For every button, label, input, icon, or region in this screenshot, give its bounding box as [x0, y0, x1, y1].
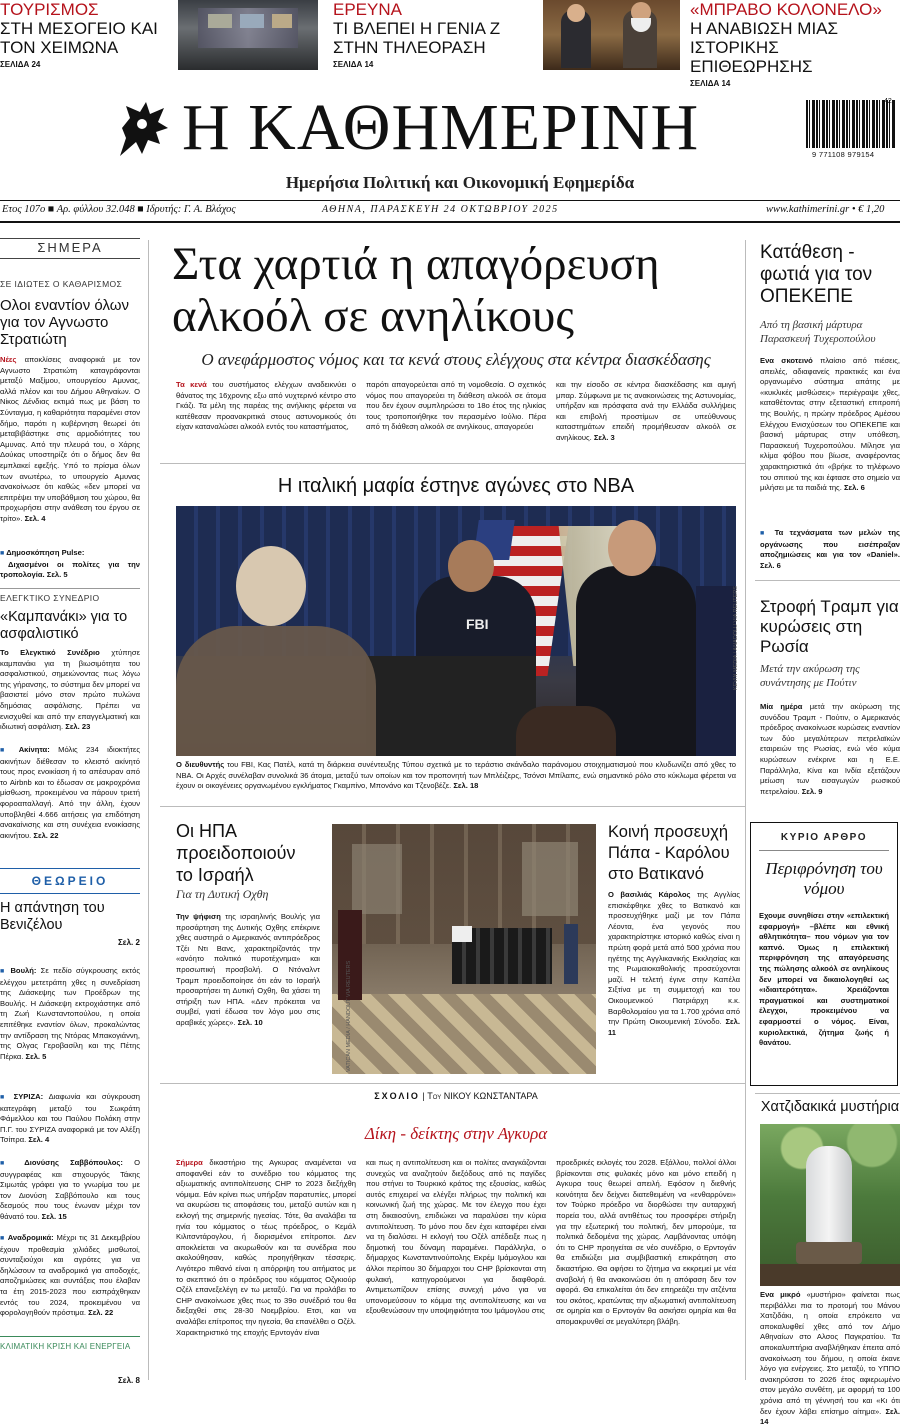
comment-rule	[160, 1083, 745, 1084]
comment-label-text: ΣΧΟΛΙΟ	[374, 1091, 420, 1101]
opekepe-page: Σελ. 6	[843, 483, 865, 493]
teaser-kicker: ΤΟΥΡΙΣΜΟΣ	[0, 0, 99, 19]
barcode-number: 9 771108 979154	[812, 150, 875, 159]
nba-photo	[176, 506, 736, 756]
today-label: ΣΗΜΕΡΑ	[37, 240, 103, 255]
prayer-headline[interactable]: Κοινή προσευχή Πάπα - Καρόλου στο Βατικανό	[608, 823, 730, 883]
nba-caption-page: Σελ. 18	[453, 781, 479, 791]
story-page: Σελ. 23	[65, 722, 91, 732]
divider	[755, 1093, 900, 1094]
climate-label[interactable]: ΚΛΙΜΑΤΙΚΗ ΚΡΙΣΗ ΚΑΙ ΕΝΕΡΓΕΙΑ	[0, 1342, 131, 1351]
masthead-rule-top	[0, 200, 900, 201]
russia-body	[760, 702, 900, 802]
russia-text: μετά την ακύρωση της συνόδου Τραμπ - Πούτιν, ο Αμερικανός πρόεδρος ανακοίνωσε κυρώσεις εναντίον των δύο μεγαλύτερων πετρελαϊκών εταιρειών της Ρωσίας, ενώ νέο κύμα κυρώσεων ενέκρινε και η Ε.Ε. Παράλληλα, Κίνα και Ινδία εξετάζουν μείωση των εισαγωγών ρωσικού πετρελαίου.	[760, 702, 900, 796]
masthead-meta-right: www.kathimerini.gr • € 1,20	[766, 204, 885, 215]
theorio-item	[0, 1158, 140, 1228]
story-lead: Το Ελεγκτικό Συνέδριο	[0, 648, 100, 657]
left-column-separator	[148, 240, 149, 1380]
item-text: Σε πεδίο σύγκρουσης εκτός ελέγχου μετετράπη χθες η συνεδρίαση της Διάσκεψης των Προέδρων της Βουλής. Η Διάσκεψη εκτροχιάστηκε από τη Ζωή Κωνσταντοπούλου, η οποία επιτέθηκε εναντίον όλων, προκαλώντας την αντίδραση της Ντόρας Μπακογιάννη, της Ολγας Γεροβασίλη και της Πέτης Πέρκα.	[0, 966, 140, 1061]
teaser-page: ΣΕΛΙΔΑ 14	[690, 79, 731, 88]
teaser-research[interactable]	[333, 0, 528, 72]
lead-col-3	[556, 380, 736, 442]
theorio-title[interactable]: Η απάντηση του Βενιζέλου	[0, 900, 105, 933]
climate-rule	[0, 1336, 140, 1337]
nba-headline[interactable]: Η ιταλική μαφία έστηνε αγώνες στο NBA	[277, 475, 635, 497]
fbi-jacket-text: FBI	[466, 616, 489, 632]
teaser-kicker: ΕΡΕΥΝΑ	[333, 0, 402, 19]
editorial-box	[750, 822, 898, 1086]
story-text: Μόλις 234 ιδιοκτήτες ακινήτων διέθεσαν το κλειστό ακίνητό τους προς ενοικίαση ή το απέσυραν από το Airbnb και το έδωσαν σε μακροχρόνια μίσθωση, προκειμένου να πάρουν τριετή φοροαπαλλαγή. Από την άλλη, έχουν υποβληθεί 4.666 αιτήσεις για επιδότηση ανακαίνισης και στη συνέχεια ενοικίασης ακινήτου.	[0, 745, 140, 840]
comment-col-1	[176, 1158, 356, 1386]
comment-col-3-text: προεδρικές εκλογές του 2028. Εξάλλου, πολλοί άλλοι βρίσκονται στις φυλακές μόνο και μόνο επειδή η Αγκυρα τους θεωρεί απειλή. Εφόσον η διεθνής κοινότητα δεν δείχνει διατεθειμένη να «ενθαρρύνει» τον Τούρκο πρόεδρο να διορθώσει την αυταρχική πορεία του, αλλά αντιθέτως του προσφέρει στήριξη για την εξωτερική του πολιτική, δεν μπορούμε, τα πολιτικά δεδομένα της χώρας. Λαμβάνοντας υπόψη ότι το CHP προηγείται σε νέο συνέδριο, ο Ερντογάν θα επιδιώξει μια συμβιβαστική επικράτηση στο δικαστήριο. Θα αφήσει το ζήτημα να εκκρεμεί με νέα αναβολή ή θα ανακοινώσει ότι η απόφαση δεν τον αφορά. Θα επικαλείται ότι δεν επηρεάζει την ατζέντα του σκότος, κρατώντας την αξιωματική αντιπολίτευση σε ομηρία και ο Ερντογάν θα ασκήσει ομηρία και θα απομακρυνθεί σε μεγαλύτερη βλάβη.	[556, 1158, 736, 1326]
theorio-item	[0, 1233, 140, 1325]
teaser-theatre-photo	[543, 0, 680, 70]
theorio-rule-2	[0, 893, 140, 894]
story-text: αποκλίσεις αναφορικά με τον Αγνωστο Στρατιώτη καταγράφονται μεταξύ Μαξίμου, υπουργείου Αμυνας, αλλά πλέον και του Δήμου Αθηναίων. Ο Νίκος Δένδιας εκτιμά πως με βάση το Σύνταγμα, η καθαριότητα παραμένει στον δήμο, παρότι η κυβέρνηση θεωρεί ότι μεταβιβάστηκε στις αρμοδιότητες του Αμυνας. Από την πλευρά του, ο Χάρης Δούκας υποστηρίζε ότι ο δήμος δεν θα εμπλακεί εφεξής. Υπό το πρίσμα όλων των ανωτέρω, το υπουργείο Αμυνας ανακοίνωσε ότι καθώς «δεν μπορεί να επιτρέψει την υποβάθμιση του χώρου, θα προχωρήσει στην ανάθεση του έργου σε τρίτο».	[0, 355, 140, 523]
nba-photo-credit: KEVIN MEDIA / ANADOLU VIA REUTERS	[733, 586, 739, 690]
teaser-title: ΣΤΗ ΜΕΣΟΓΕΙΟ ΚΑΙ ΤΟΝ ΧΕΙΜΩΝΑ	[0, 19, 158, 57]
teaser-tourism-photo	[178, 0, 318, 70]
story-lead: Ακίνητα:	[18, 745, 50, 754]
item-page: Σελ. 15	[41, 1211, 67, 1221]
masthead-meta-left: Ετος 107ο ■ Αρ. φύλλου 32.048 ■ Ιδρυτής: Γ. Α. Βλάχος	[2, 204, 236, 215]
lead-headline[interactable]: Στα χαρτιά η απαγόρευση αλκοόλ σε ανηλίκους	[172, 238, 660, 342]
barcode-issue: 42	[884, 98, 892, 105]
story-body	[0, 745, 140, 860]
comment-col-2	[366, 1158, 546, 1386]
masthead-title: Η ΚΑΘΗΜΕΡΙΝΗ	[182, 91, 700, 164]
story-title[interactable]: Ολοι εναντίον όλων για τον Αγνωστο Στρατιώτη	[0, 297, 129, 348]
russia-deck: Μετά την ακύρωση της συνάντησης με Πούτιν	[760, 663, 860, 689]
russia-headline[interactable]: Στροφή Τραμπ για κυρώσεις στη Ρωσία	[760, 597, 899, 656]
theorio-rule	[0, 868, 140, 869]
nba-caption	[176, 760, 736, 794]
teaser-page: ΣΕΛΙΔΑ 24	[0, 60, 41, 69]
item-lead: Βουλή:	[10, 966, 37, 975]
item-text: Ο συγγραφέας και στιχουργός Τάκης Σιμωτάς γράφει για το γνωρίμα του με τον Διονύση Σαββόπουλο και τους δεσμούς που τους ένωναν μέχρι τον θάνατό του.	[0, 1158, 140, 1221]
item-page: Σελ. 22	[88, 1308, 114, 1318]
story-body	[0, 648, 140, 740]
section-label: ΕΛΕΓΚΤΙΚΟ ΣΥΝΕΔΡΙΟ	[0, 593, 100, 603]
today-rule	[0, 238, 140, 239]
climate-page: Σελ. 8	[118, 1376, 140, 1385]
usa-lead-word: Την ψήφιση	[176, 912, 221, 921]
prayer-text: της Αγγλίας επισκέφθηκε χθες το Βατικανό και προσευχήθηκε μαζί με τον Πάπα Λέοντα, ένα γεγονός που χαρακτηρίστηκε ιστορικό καθώς είναι η πρώτη φορά μετά από 500 χρόνια που ηγέτης της Αγγλικανικής Εκκλησίας και της Ρωμαιοκαθολικής προσεύχονται μαζί. Η τελετή έγινε στην Καπέλα Σιξτίνα με τη συμμετοχή και του Οικουμενικού Πατριάρχη κ.κ. Βαρθολομαίου για τα 1.700 χρόνια από την Πρώτη Οικουμενική Σύνοδο.	[608, 890, 740, 1027]
usa-text: της ισραηλινής Βουλής για προσάρτηση της Δυτικής Οχθης επέκρινε χθες αυστηρά ο Αμερικανός αντιπρόεδρος Τζέι Ντι Βανς, χαρακτηρίζοντάς την «ανόητο πολιτικό πυροτέχνημα» και προσωπική προσβολή. Ο Ντόναλντ Τραμπ προειδοποίησε ότι εάν το Ισραήλ προσαρτήσει τη Δυτική Οχθη, θα χάσει τη στήριξη των ΗΠΑ. «Δεν πρόκειται να συμβεί, γιατί έδωσα τον λόγο μου στις αραβικές χώρες».	[176, 912, 320, 1027]
opekepe-deck: Από τη βασική μάρτυρα Παρασκευή Τυχεροπούλου	[760, 319, 876, 345]
nba-caption-lead: Ο διευθυντής	[176, 760, 225, 769]
vatican-photo-credit: VATICAN MEDIA / HANDOUT VIA REUTERS	[346, 960, 352, 1072]
masthead-subtitle: Ημερήσια Πολιτική και Οικονομική Εφημερίδα	[285, 173, 635, 192]
section-label: ΣΕ ΙΔΙΩΤΕΣ Ο ΚΑΘΑΡΙΣΜΟΣ	[0, 279, 123, 289]
comment-col-1-text: δικαστήριο της Αγκυρας αναμένεται να αποφανθεί εάν το συνέδριο του κόμματος της αξιωματικής αντιπολίτευσης CHP το 2023 διεξήχθη νόμιμα. Εάν κρίνει πως υπήρξαν παρατυπίες, μπορεί να ακυρώσει τις αποφάσεις του, μεταξύ αυτών και η εκλογή της σημερινής ηγεσίας. Τότε, θα αναλάβει τα ηνία του κόμματος ο τέως πρόεδρος, ο Κεμάλ Κιλιτσντάρογλου, ή διορισμένοι επίτροποι. Δεν αποκλείεται να ακυρωθούν και τα συνέδρια που ακολούθησαν, καθώς προηγήθηκαν τέσσερις. Λιγότερο πιθανό είναι η απόρριψη του αιτήματος με το σκεπτικό ότι ο πρόεδρος του κόμματος Οζγκιούρ Οζέλ επανεξελέγη εν τω μεταξύ. Για να προλάβει το CHP ανακοίνωσε χθες πως το 39ο συνέδριό του θα διεξαχθεί στις 28-30 Νοεμβρίου. Ετσι, και να αναλάβει επίτροπος την ηγεσία, θα επανέλθει ο Οζέλ. Χαρακτηριστικό της εποχής Ερντογάν είναι	[176, 1158, 356, 1337]
mystery-text: «μυστήριο» φαίνεται πως περιβάλλει πια το προτομή του Μάνου Χατζιδάκι, η οποία επρόκειτο να αποκαλυφθεί χθες από τον Δήμο Αθηναίων στο Αλσος Παγκρατίου. Τα αποκαλυπτήρια αναβλήθηκαν έπειτα από ανακοίνωση του δήμου, η οποία έκανε λόγο για ενέργειες. Στο μεταξύ, το ΥΠΠΟ ανακηρύσσει το 2026 έτος αφιερωμένο στον μεγάλο συνθέτη, με αφορμή τα 100 χρόνια από τη γέννησή του και «Κι ότι δεν έχουν λάβει επίσημο αίτημα».	[760, 1290, 900, 1416]
lead-deck: Ο ανεφάρμοστος νόμος και τα κενά στους ελέγχους στα κέντρα διασκέδασης	[201, 350, 711, 369]
nba-caption-text: του FBI, Κας Πατέλ, κατά τη διάρκεια συνέντευξης Τύπου σχετικά με το τεράστιο σκάνδαλο παράνομου στοιχηματισμού που κλυδωνίζει από χθες το NBA. Οι Αρχές συνέλαβαν συνολικά 36 άτομα, μεταξύ των οποίων και τον προπονητή των Μπλέιζερς, Τσόνσι Μπίλαπς, ενώ σημαντικό ρόλο στο κύκλωμα φέρεται να έχουν οι οικογένειες οργανωμένου εγκλήματος Γκαμπίνο, Μπονάνο και Τζενοβέζε.	[176, 760, 736, 791]
item-page: Σελ. 5	[25, 1051, 47, 1061]
story-page: Σελ. 22	[33, 830, 59, 840]
editorial-label: ΚΥΡΙΟ ΑΡΘΡΟ	[780, 832, 868, 843]
opekepe-body	[760, 356, 900, 528]
item-text: Διαφωνία και σύγκρουση κατεγράφη μεταξύ του Σωκράτη Φάμελλου και του Παύλου Πολάκη στην Π.Γ. του ΣΥΡΙΖΑ αναφορικά με τον Αλέξη Τσίπρα.	[0, 1092, 140, 1145]
lead-lead-word: Τα κενά	[176, 380, 207, 389]
teaser-page: ΣΕΛΙΔΑ 14	[333, 60, 374, 69]
mystery-headline[interactable]: Χατζιδακικά μυστήρια	[760, 1099, 900, 1115]
theorio-label: ΘΕΩΡΕΙΟ	[31, 874, 109, 888]
bullet-text: Διχασμένοι οι πολίτες για την τροπολογία.	[0, 559, 140, 580]
russia-lead: Μία ημέρα	[760, 702, 803, 711]
opekepe-lead: Ενα σκοτεινό	[760, 356, 813, 365]
divider	[755, 580, 900, 581]
item-lead: Αναδρομικά:	[7, 1233, 54, 1242]
divider	[0, 588, 140, 589]
bullet-page: Σελ. 6	[760, 560, 781, 570]
right-column-separator	[745, 240, 746, 1380]
lead-col-3-text: και την είσοδο σε κέντρα διασκέδασης και αμιγή μπαρ. Σύμφωνα με τις ανακοινώσεις της Αστυνομίας, υπήρξαν και πρόσφατα ανά την Ελλάδα συλλήψεις και επιβολή προστίμων σε υπεύθυνους καταστημάτων επειδή προμήθευσαν αλκοόλ σε ανηλίκους.	[556, 380, 736, 442]
masthead-rule-bottom	[0, 221, 900, 223]
story-lead: Νέες	[0, 355, 17, 364]
item-lead: ΣΥΡΙΖΑ:	[13, 1092, 44, 1101]
lead-col-1-text: του συστήματος ελέγχων αναδεικνύει ο θάνατος της 16χρονης εξω από νυχτερινό κέντρο στο Γκάζι. Τα μέλη της παρέας της ανήλικης φέρεται να κατέθεσαν προανακριτικά στους αστυνομικούς ότι είχαν καταναλώσει αλκοόλ εντός του καταστήματος,	[176, 380, 356, 432]
opekepe-bullet[interactable]	[760, 528, 900, 571]
opekepe-headline[interactable]: Κατάθεση - φωτιά για τον ΟΠΕΚΕΠΕ	[760, 242, 873, 307]
russia-page: Σελ. 9	[801, 786, 823, 796]
story-title[interactable]: «Καμπανάκι» για το ασφαλιστικό	[0, 609, 128, 642]
bullet-page: Σελ. 5	[46, 570, 68, 580]
usa-page: Σελ. 10	[237, 1017, 263, 1027]
usa-deck: Για τη Δυτική Οχθη	[176, 887, 269, 901]
editorial-body: Εχουμε συνηθίσει στην «επιλεκτική εφαρμογή» –βλέπε και εθνική αθλητικότητα– που νόμων για τον καπνό. Όμως η επιλεκτική περιφρόνηση της απαγόρευσης της πώλησης αλκοόλ σε ανηλίκους δεν μπορεί να δικαιολογηθεί ως «ιδιαιτερότητα». Χρειάζονται πραγματικοί και συστηματικοί έλεγχοι, προκειμένου να εφαρμοστεί ο νόμος. Είναι, κυριολεκτικά, ζήτημα ζωής ή θανάτου.	[759, 911, 889, 1048]
usa-body	[176, 912, 320, 1072]
mystery-lead: Ενα μικρό	[760, 1290, 801, 1299]
opekepe-text: πλαίσιο από πιέσεις, απειλές, αδιαφανείς πρακτικές και ένα οργανωμένο σύστημα απάτης με «κυκλικές μισθώσεις» περιέγραψε χθες, καταθέτοντας στην εξεταστική επιτροπή της Βουλής, η πρώην πρόεδρος Αμέσου Ελέγχου Ενισχύσεων του ΟΠΕΚΕΠΕ και βασική μάρτυρας στην υπόθεση, Παρασκευή Τυχεροπούλου. Μίλησε για κλίμα φόβου που βίωσε, αναφέροντας χαρακτηριστικά ότι «βρήκε το τηλέφωνο του σπιτιού της και έφτασε στο σημείο να μιλήσει με τα παιδιά της.	[760, 356, 900, 493]
teaser-theatre[interactable]	[690, 0, 900, 88]
comment-title[interactable]: Δίκη - δείκτης στην Αγκυρα	[364, 1124, 548, 1143]
theorio-item	[0, 1092, 140, 1150]
mystery-photo	[760, 1124, 900, 1286]
lead-col-2	[366, 380, 546, 430]
theorio-page: Σελ. 2	[118, 938, 140, 947]
story-text: χτύπησε καμπανάκι για τη βιωσιμότητα του ασφαλιστικού, σημειώνοντας πως λόγω της γήρανσης, το σύστημα δεν μπορεί να βασιστεί μόνο στον πρώτο πυλώνα δημόσιας ασφάλισης. Πρέπει να ενισχυθεί και από την επαγγελματική και ιδιωτική ασφάλιση.	[0, 648, 140, 732]
story-body	[0, 355, 140, 550]
lead-page: Σελ. 3	[593, 432, 615, 442]
today-rule-2	[0, 258, 140, 259]
masthead-logo-icon	[112, 98, 172, 160]
divider	[160, 806, 745, 807]
comment-lead-word: Σήμερα	[176, 1158, 203, 1167]
mystery-body	[760, 1290, 900, 1427]
story-bullet[interactable]	[0, 548, 140, 581]
prayer-body	[608, 890, 740, 1074]
prayer-lead-word: Ο βασιλιάς Κάρολος	[608, 890, 691, 899]
teaser-title: Η ΑΝΑΒΙΩΣΗ ΜΙΑΣ ΙΣΤΟΡΙΚΗΣ ΕΠΙΘΕΩΡΗΣΗΣ	[690, 19, 839, 76]
editorial-title[interactable]: Περιφρόνηση του νόμου	[765, 859, 883, 898]
item-text: Μέχρι τις 31 Δεκεμβρίου έχουν προθεσμία χιλιάδες μισθωτοί, συνταξιούχοι και αγρότες για να δηλώσουν τα αναδρομικά για αποδοχές, αποζημιώσεις και συντάξεις που έλαβαν τα έτη 2015-2023 που εισπράχθηκαν εντός του 2024, προκειμένου να φορολογηθούν πρόστιμα.	[0, 1233, 140, 1318]
vatican-photo	[332, 824, 596, 1074]
barcode	[806, 100, 896, 148]
theorio-item	[0, 966, 140, 1086]
comment-col-3	[556, 1158, 736, 1386]
story-page: Σελ. 4	[24, 513, 46, 523]
lead-col-2-text: παρότι απαγορεύεται από τη νομοθεσία. Ο σχετικός νόμος που απαγορεύει τη διάθεση αλκοόλ σε άτομα που δεν έχουν συμπληρώσει το 18ο έτος της ηλικίας τους τροποποιήθηκε τον περασμένο Ιούλιο. Πέρα από τη διάθεση αλκοόλ σε ανηλίκους, απαγορεύει	[366, 380, 546, 432]
usa-headline[interactable]: Οι ΗΠΑ προειδοποιούν το Ισραήλ	[176, 821, 296, 885]
bullet-text: Τα τεχνάσματα των μελών της οργάνωσης που εισέπραξαν αποζημιώσεις και για τον «Daniel».	[760, 528, 900, 560]
teaser-title: ΤΙ ΒΛΕΠΕΙ Η ΓΕΝΙΑ Ζ ΣΤΗΝ ΤΗΛΕΟΡΑΣΗ	[333, 19, 501, 57]
comment-col-2-text: και πως η αντιπολίτευση και οι πολίτες αναγκάζονται συνεχώς να αναζητούν διεξόδους από τις παγίδες που στήνει το Τουρκικό κράτος της εξουσίας, καθώς αυτός επιχειρεί να ελέγξει πλήρως την πολιτική και κοινωνική ζωή της χώρας. Με τον έλεγχο που έχει στη δικαιοσύνη, επιδιώκει να παραλύσει την κύρια αντιπολίτευση. Το μόνο που δεν έχει καταφέρει είναι να τη διαλύσει. Η εκλογή του Οζέλ απέδειξε πως η δημοτική του δύναμη παραμένει. Παράλληλα, ο δήμαρχος Κωνσταντινούπολης Εκρέμ Ιμάμογλου και άλλοι περίπου 30 δήμαρχοι του CHP βρίσκονται στη φυλακή, κατηγορούμενοι για διαφθορά. Αντιμετωπίζουν επίσης συνεχή μόνο για να υπονομεύσουν το κόμμα της αντιπολίτευσης και να εξουθενώσουν την υποψηφιότητα του Ιμάμογλου στις	[366, 1158, 546, 1316]
teaser-tourism[interactable]	[0, 0, 170, 72]
prayer-page: Σελ. 11	[608, 1017, 740, 1037]
lead-col-1	[176, 380, 356, 430]
mystery-page: Σελ. 14	[760, 1406, 900, 1427]
divider	[160, 463, 745, 464]
item-page: Σελ. 4	[28, 1135, 50, 1145]
bullet-lead: Δημοσκόπηση Pulse:	[6, 548, 85, 557]
teaser-kicker: «ΜΠΡΑΒΟ ΚΟΛΟΝΕΛΟ»	[690, 0, 882, 19]
item-lead: Διονύσης Σαββόπουλος:	[24, 1158, 123, 1167]
masthead-date: ΑΘΗΝΑ, ΠΑΡΑΣΚΕΥΗ 24 ΟΚΤΩΒΡΙΟΥ 2025	[322, 204, 559, 215]
comment-author: Του ΝΙΚΟΥ ΚΩΝΣΤΑΝΤΑΡΑ	[427, 1091, 538, 1101]
comment-label: ΣΧΟΛΙΟ | Του ΝΙΚΟΥ ΚΩΝΣΤΑΝΤΑΡΑ	[374, 1091, 538, 1101]
